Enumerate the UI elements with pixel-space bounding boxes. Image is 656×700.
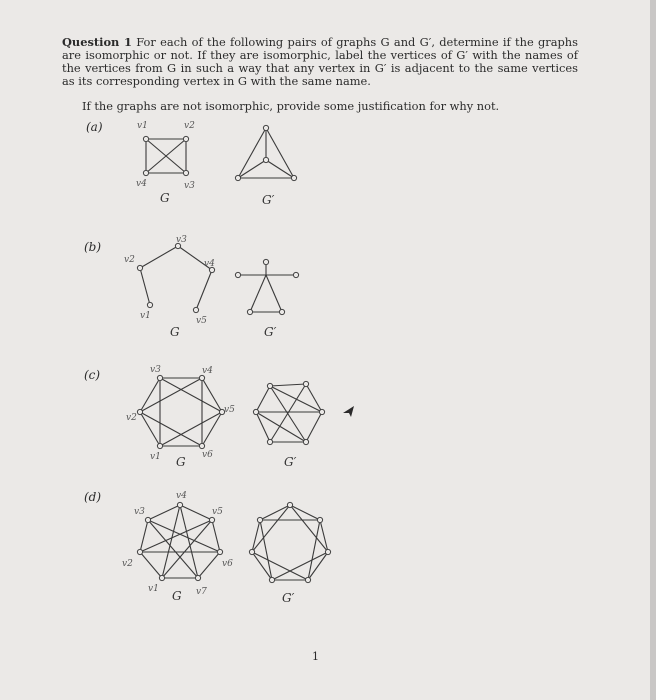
label-d-g: G <box>172 589 182 603</box>
label-d-v2: v2 <box>122 559 133 569</box>
label-b-v1: v1 <box>140 311 151 321</box>
label-a-gprime: G′ <box>262 193 275 207</box>
question-number: Question 1 <box>62 35 132 49</box>
label-c-v3: v3 <box>150 365 161 375</box>
graph-c-g <box>140 378 222 446</box>
part-b-label: (b) <box>84 240 102 254</box>
label-d-v6: v6 <box>222 559 233 569</box>
label-b-v3: v3 <box>176 235 187 245</box>
label-c-g: G <box>176 455 186 469</box>
label-c-v4: v4 <box>202 366 213 376</box>
label-d-v4: v4 <box>176 491 187 501</box>
label-d-v7: v7 <box>196 587 207 597</box>
window-edge <box>650 0 656 700</box>
label-a-v1: v1 <box>137 121 148 131</box>
label-c-v1: v1 <box>150 452 161 462</box>
label-d-gprime: G′ <box>282 591 295 605</box>
graph-d-g <box>140 505 220 578</box>
label-b-g: G <box>170 325 180 339</box>
graph-b-gprime <box>238 262 296 312</box>
question-note: If the graphs are not isomorphic, provide some justification for why not. <box>82 99 500 113</box>
graph-a-g <box>146 139 186 173</box>
part-a-label: (a) <box>86 120 103 134</box>
graph-c-gprime <box>256 384 322 442</box>
label-b-v2: v2 <box>124 255 135 265</box>
graph-b-g <box>140 246 212 310</box>
label-d-v3: v3 <box>134 507 145 517</box>
label-c-v6: v6 <box>202 450 213 460</box>
page-number: 1 <box>312 650 319 663</box>
label-a-v4: v4 <box>136 179 147 189</box>
label-a-v2: v2 <box>184 121 195 131</box>
label-d-v5: v5 <box>212 507 223 517</box>
label-b-gprime: G′ <box>264 325 277 339</box>
label-a-v3: v3 <box>184 181 195 191</box>
mouse-pointer-icon <box>341 403 357 421</box>
part-d-label: (d) <box>84 490 102 504</box>
label-a-g: G <box>160 191 170 205</box>
label-c-v5: v5 <box>224 405 235 415</box>
label-b-v4: v4 <box>204 259 215 269</box>
label-c-v2: v2 <box>126 413 137 423</box>
question-text: For each of the following pairs of graphs G and G′, determine if the graphs are isomorphic or not. If they are isomorphic, label the vertices of G′ with the names of the vertices from G in such a way that any vertex in G′ is adjacent to the same vertices as its corresponding vertex in G with the same name. <box>62 35 578 88</box>
label-b-v5: v5 <box>196 316 207 326</box>
label-c-gprime: G′ <box>284 455 297 469</box>
label-d-v1: v1 <box>148 584 159 594</box>
graph-d-gprime <box>252 505 328 580</box>
graph-a-gprime <box>238 128 294 178</box>
part-c-label: (c) <box>84 368 101 382</box>
